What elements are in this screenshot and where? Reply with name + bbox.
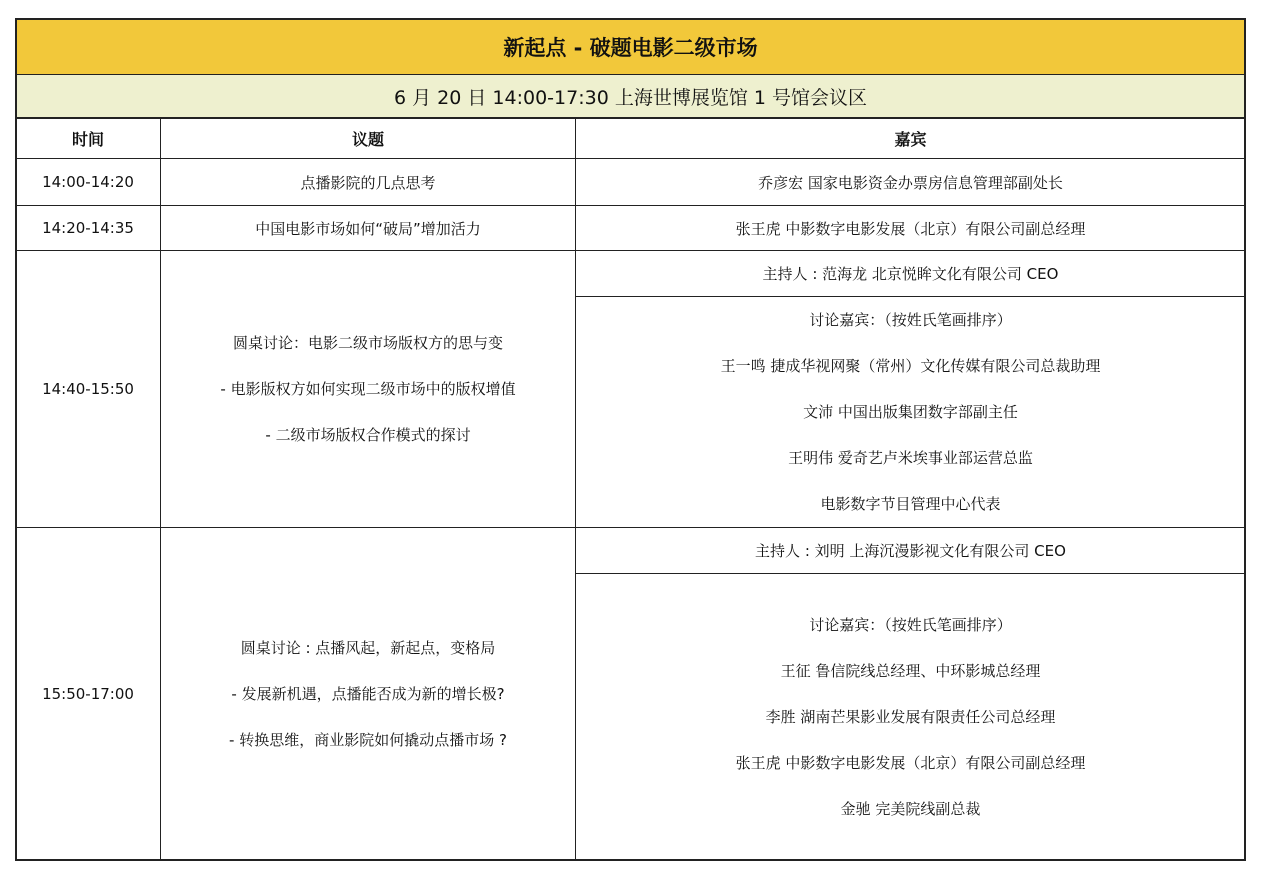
row-time: 14:20-14:35 xyxy=(15,205,161,251)
guest-line: 王征 鲁信院线总经理、中环影城总经理 xyxy=(780,662,1041,680)
agenda-title: 新起点 - 破题电影二级市场 xyxy=(15,18,1246,76)
header-time: 时间 xyxy=(15,118,161,159)
topic-line: - 发展新机遇，点播能否成为新的增长极? xyxy=(231,685,505,703)
topic-line: - 电影版权方如何实现二级市场中的版权增值 xyxy=(220,380,516,398)
header-topic: 议题 xyxy=(160,118,576,159)
guest-line: 金驰 完美院线副总裁 xyxy=(840,800,981,818)
topic-line: - 二级市场版权合作模式的探讨 xyxy=(265,426,471,444)
guest-line: 电影数字节目管理中心代表 xyxy=(820,495,1001,513)
guest-line: 讨论嘉宾：（按姓氏笔画排序） xyxy=(809,616,1012,634)
row-topic xyxy=(160,527,576,861)
guest-line: 王明伟 爱奇艺卢米埃事业部运营总监 xyxy=(788,449,1033,467)
topic-line: - 转换思维，商业影院如何撬动点播市场 ? xyxy=(229,731,507,749)
header-guests: 嘉宾 xyxy=(575,118,1246,159)
row-topic: 点播影院的几点思考 xyxy=(160,158,576,206)
guest-line: 李胜 湖南芒果影业发展有限责任公司总经理 xyxy=(765,708,1056,726)
row-topic xyxy=(160,250,576,528)
guest-line: 讨论嘉宾：（按姓氏笔画排序） xyxy=(809,311,1012,329)
row-time: 14:40-15:50 xyxy=(15,250,161,528)
row-time: 14:00-14:20 xyxy=(15,158,161,206)
guest-line: 张王虎 中影数字电影发展（北京）有限公司副总经理 xyxy=(735,754,1086,772)
row-host: 主持人 : 刘明 上海沉漫影视文化有限公司 CEO xyxy=(575,527,1246,574)
topic-line: 圆桌讨论：电影二级市场版权方的思与变 xyxy=(232,334,503,352)
row-time: 15:50-17:00 xyxy=(15,527,161,861)
row-guest: 张王虎 中影数字电影发展（北京）有限公司副总经理 xyxy=(575,205,1246,251)
row-host: 主持人 : 范海龙 北京悦眸文化有限公司 CEO xyxy=(575,250,1246,297)
row-topic: 中国电影市场如何“破局”增加活力 xyxy=(160,205,576,251)
guest-line: 文沛 中国出版集团数字部副主任 xyxy=(803,403,1018,421)
row-guest: 乔彦宏 国家电影资金办票房信息管理部副处长 xyxy=(575,158,1246,206)
row-guests xyxy=(575,296,1246,528)
row-guests xyxy=(575,573,1246,861)
topic-line: 圆桌讨论 : 点播风起，新起点，变格局 xyxy=(240,639,496,657)
agenda-subtitle: 6 月 20 日 14:00-17:30 上海世博展览馆 1 号馆会议区 xyxy=(15,75,1246,119)
guest-line: 王一鸣 捷成华视网聚（常州）文化传媒有限公司总裁助理 xyxy=(720,357,1101,375)
